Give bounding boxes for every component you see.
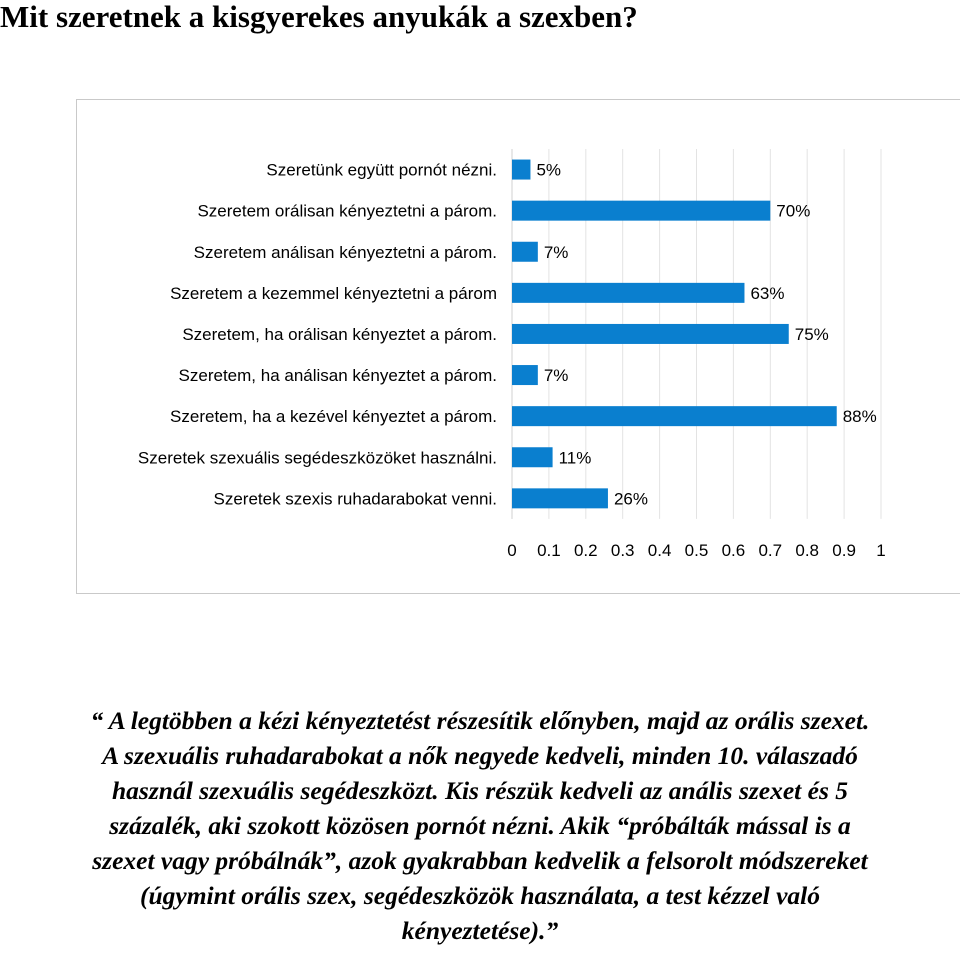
bar bbox=[512, 283, 744, 303]
bar bbox=[512, 201, 770, 221]
x-tick-label: 0.5 bbox=[684, 541, 709, 560]
data-label: 26% bbox=[613, 489, 648, 509]
summary-text bbox=[0, 703, 960, 948]
data-label: 88% bbox=[842, 407, 877, 427]
x-tick-label: 0.8 bbox=[795, 541, 820, 560]
data-label: 70% bbox=[776, 201, 811, 221]
x-tick-label: 0.7 bbox=[758, 541, 783, 560]
summary-line: (úgymint orális szex, segédeszközök használata, a test kézzel való bbox=[139, 881, 821, 910]
x-tick-label: 0.9 bbox=[832, 541, 856, 560]
x-tick-label: 1 bbox=[876, 541, 886, 560]
summary-line: “ A legtöbben a kézi kényeztetést részesítik előnyben, majd az orális szexet. bbox=[90, 706, 870, 735]
x-tick-label: 0.2 bbox=[573, 541, 598, 560]
bar bbox=[512, 160, 530, 180]
x-tick-label: 0.3 bbox=[610, 541, 635, 560]
summary-line: kényeztetése).” bbox=[401, 916, 559, 945]
category-label: Szeretem, ha orálisan kényeztet a párom. bbox=[182, 324, 497, 344]
data-label: 5% bbox=[536, 160, 562, 180]
data-label: 7% bbox=[543, 366, 569, 386]
bar bbox=[512, 488, 608, 508]
bar bbox=[512, 406, 837, 426]
data-label: 7% bbox=[543, 242, 569, 262]
x-tick-label: 0 bbox=[507, 541, 517, 560]
page-title: Mit szeretnek a kisgyerekes anyukák a szexben? bbox=[0, 0, 638, 34]
x-tick-label: 0.6 bbox=[721, 541, 746, 560]
data-label: 75% bbox=[794, 324, 829, 344]
category-label: Szeretünk együtt pornót nézni. bbox=[266, 160, 497, 180]
category-label: Szeretem, ha análisan kényeztet a párom. bbox=[178, 366, 497, 386]
category-label: Szeretem, ha a kezével kényeztet a párom. bbox=[170, 407, 497, 427]
bar bbox=[512, 447, 553, 467]
data-label: 11% bbox=[558, 448, 592, 468]
x-tick-label: 0.1 bbox=[537, 541, 561, 560]
category-label: Szeretek szexis ruhadarabokat venni. bbox=[213, 489, 497, 509]
summary-line: szexet vagy próbálnák”, azok gyakrabban kedvelik a felsorolt módszereket bbox=[92, 846, 868, 875]
summary-line: százalék, aki szokott közösen pornót nézni. Akik “próbálták mással is a bbox=[109, 811, 851, 840]
category-label: Szeretem a kezemmel kényeztetni a párom bbox=[170, 283, 497, 303]
category-label: Szeretem análisan kényeztetni a párom. bbox=[193, 242, 497, 262]
x-tick-label: 0.4 bbox=[647, 541, 672, 560]
bar bbox=[512, 242, 538, 262]
data-label: 63% bbox=[750, 283, 785, 303]
bar bbox=[512, 324, 789, 344]
bar bbox=[512, 365, 538, 385]
summary-line: A szexuális ruhadarabokat a nők negyede kedveli, minden 10. válaszadó bbox=[102, 741, 858, 770]
category-label: Szeretek szexuális segédeszközöket használni. bbox=[137, 448, 497, 468]
summary-line: használ szexuális segédeszközt. Kis részük kedveli az anális szexet és 5 bbox=[111, 776, 848, 805]
category-label: Szeretem orálisan kényeztetni a párom. bbox=[197, 201, 497, 221]
